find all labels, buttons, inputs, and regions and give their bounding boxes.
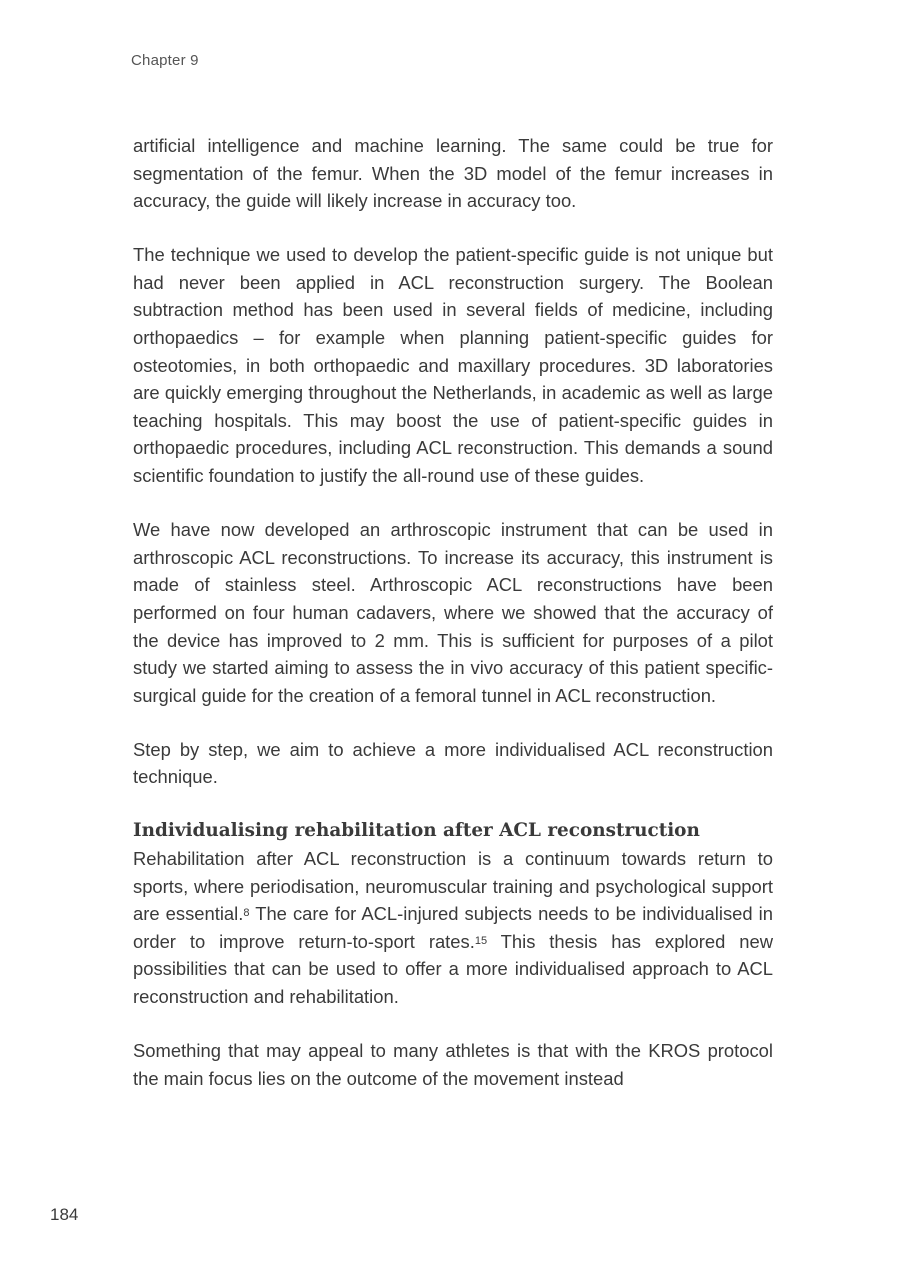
body-text [133, 132, 773, 1119]
section-heading: Individualising rehabilitation after ACL reconstruction [133, 820, 700, 842]
paragraph-5-part-1: Rehabilitation after ACL reconstruction is a continuum towards return to sports, where periodisation, neuromuscular training and psychological support are essential. [133, 848, 773, 925]
paragraph-5-part-3: This thesis has explored new possibilities that can be used to offer a more individualised approach to ACL reconstruction and rehabilitation. [133, 930, 774, 1008]
paragraph-4: Step by step, we aim to achieve a more individualised ACL reconstruction technique. [133, 738, 773, 788]
paragraph-5 [133, 845, 773, 1011]
running-header-chapter: Chapter 9 [131, 52, 199, 69]
paragraph-5-part-2: The care for ACL-injured subjects needs to be individualised in order to improve return-to-sport rates. [133, 903, 773, 952]
paragraph-2: The technique we used to develop the patient-specific guide is not unique but had never been applied in ACL reconstruction surgery. The Boolean subtraction method has been used in several fields of medicine, including orthopaedics – for example when planning patient-specific guides for osteotomies, in both orthopaedic and maxillary procedures. 3D laboratories are quickly emerging throughout the Netherlands, in academic as well as large teaching hospitals. This may boost the use of patient-specific guides in orthopaedic procedures, including ACL reconstruction. This demands a sound scientific foundation to justify the all-round use of these guides. [133, 244, 773, 487]
paragraph-1: artificial intelligence and machine learning. The same could be true for segmentation of the femur. When the 3D model of the femur increases in accuracy, the guide will likely increase in accuracy too. [133, 135, 773, 212]
reference-superscript-15: 15 [474, 935, 488, 947]
reference-superscript-8: 8 [243, 907, 250, 920]
paragraph-6: Something that may appeal to many athletes is that with the KROS protocol the main focus lies on the outcome of the movement instead [133, 1040, 773, 1089]
paragraph-3: We have now developed an arthroscopic instrument that can be used in arthroscopic ACL reconstructions. To increase its accuracy, this instrument is made of stainless steel. Arthroscopic ACL reconstructions have been performed on four human cadavers, where we showed that the accuracy of the device has improved to 2 mm. This is sufficient for purposes of a pilot study we started aiming to assess the in vivo accuracy of this patient specific-surgical guide for the creation of a femoral tunnel in ACL reconstruction. [133, 519, 773, 706]
page-number: 184 [50, 1205, 79, 1224]
